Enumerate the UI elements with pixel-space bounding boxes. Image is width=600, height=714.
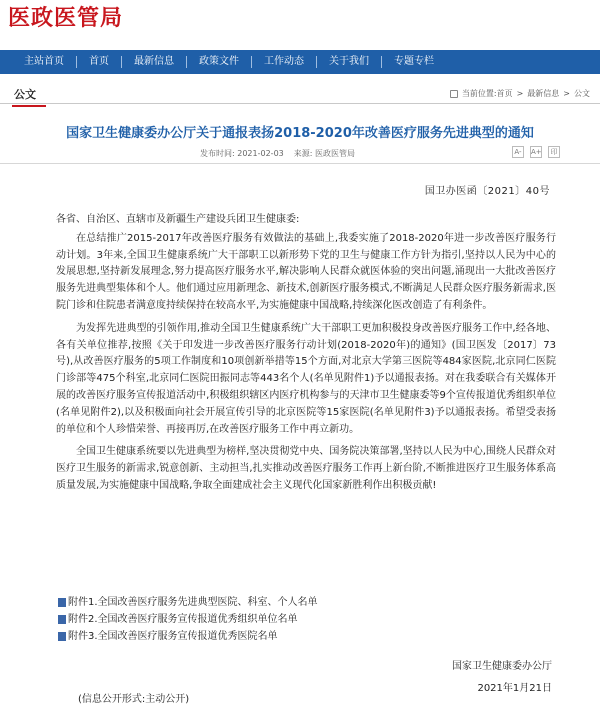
signature-org: 国家卫生健康委办公厅 bbox=[452, 661, 552, 672]
attachment-item[interactable] bbox=[58, 628, 318, 645]
paragraph: 在总结推广2015-2017年改善医疗服务有效做法的基础上,我委实施了2018-2020年进一步改善医疗服务行动计划。3年来,全国卫生健康系统广大干部职工以新形势下党的卫生与健康工作方针为指引,坚持以人民为中心的发展思想,坚持新发展理念,努力提高医疗服务水平,解决影响人民群众就医体验的突出问题,涌现出一大批改善医疗服务先进典型集体和个人。他们通过应用新理念、新技术,创新医疗服务模式,不断满足人民群众医疗服务新需求,医院门诊和住院患者满意度持续保持在较高水平,为实施健康中国战略,持续深化医改创造了有利条件。 bbox=[56, 232, 556, 311]
disclosure-note: (信息公开形式:主动公开) bbox=[78, 694, 190, 705]
article-source: 来源: 医政医管局 bbox=[293, 149, 355, 158]
article-body bbox=[56, 212, 556, 495]
home-icon bbox=[450, 90, 458, 98]
attachment-link[interactable]: 附件1.全国改善医疗服务先进典型医院、科室、个人名单 bbox=[68, 597, 318, 608]
article-title: 国家卫生健康委办公厅关于通报表扬2018-2020年改善医疗服务先进典型的通知 bbox=[66, 126, 534, 141]
signature-date: 2021年1月21日 bbox=[477, 683, 552, 694]
section-tag: 公文 bbox=[14, 88, 36, 101]
paragraph: 为发挥先进典型的引领作用,推动全国卫生健康系统广大干部职工更加积极投身改善医疗服务工作中,经各地、各有关单位推荐,按照《关于印发进一步改善医疗服务行动计划(2018-2020年)的通知》(国卫医发〔2017〕73号),从改善医疗服务的5项工作制度和10项创新举措等15个方面,对北京大学第三医院等484家医院,北京同仁医院门诊部等475个科室,北京同仁医院田振同志等443名个人(名单见附件1)予以通报表扬。对在我委联合有关媒体开展的改善医疗服务宣传报道活动中,积极组织辖区内医疗机构参与的天津市卫生健康委等9个宣传报道优秀组织单位(名单见附件2),以及积极面向社会开展宣传引导的北京医院等15家医院(名单见附件3)予以通报表扬。希望受表扬的单位和个人珍惜荣誉、再接再厉,在改善医疗服务工作中再立新功。 bbox=[56, 322, 556, 435]
section-header bbox=[0, 84, 600, 104]
breadcrumb-latest[interactable]: 最新信息 bbox=[527, 89, 560, 98]
font-decrease-button[interactable]: A- bbox=[512, 146, 524, 158]
nav-item-policy[interactable]: 政策文件 bbox=[199, 56, 239, 67]
signature-block bbox=[452, 656, 552, 700]
attachment-item[interactable] bbox=[58, 611, 318, 628]
salutation: 各省、自治区、直辖市及新疆生产建设兵团卫生健康委: bbox=[56, 214, 300, 225]
article-tools bbox=[512, 146, 560, 158]
nav-item-main-home[interactable]: 主站首页 bbox=[24, 56, 64, 67]
document-icon bbox=[58, 598, 66, 607]
attachment-list bbox=[58, 594, 318, 645]
font-increase-button[interactable]: A+ bbox=[531, 148, 542, 156]
breadcrumb bbox=[450, 88, 590, 99]
breadcrumb-sep: > bbox=[563, 89, 570, 98]
attachment-item[interactable] bbox=[58, 594, 318, 611]
paragraph: 全国卫生健康系统要以先进典型为榜样,坚决贯彻党中央、国务院决策部署,坚持以人民为中心,围绕人民群众对医疗卫生服务的新需求,锐意创新、主动担当,扎实推动改善医疗服务工作再上新台阶,不断推进医疗卫生服务体系高质量发展,为实施健康中国战略,争取全面建成社会主义现代化国家新胜利作出积极贡献! bbox=[56, 446, 556, 491]
breadcrumb-sep: > bbox=[516, 89, 524, 98]
document-icon bbox=[58, 615, 66, 624]
document-icon bbox=[58, 632, 66, 641]
breadcrumb-current: 公文 bbox=[574, 89, 590, 98]
site-logo[interactable]: 医政医管局 bbox=[8, 6, 124, 31]
nav-item-home[interactable]: 首页 bbox=[89, 56, 109, 67]
attachment-link[interactable]: 附件3.全国改善医疗服务宣传报道优秀医院名单 bbox=[68, 631, 278, 642]
attachment-link[interactable]: 附件2.全国改善医疗服务宣传报道优秀组织单位名单 bbox=[68, 614, 298, 625]
print-button[interactable]: 印 bbox=[548, 146, 560, 158]
publish-label: 发布时间: bbox=[200, 149, 235, 158]
breadcrumb-home[interactable]: 当前位置:首页 bbox=[461, 89, 513, 98]
document-number: 国卫办医函〔2021〕40号 bbox=[424, 186, 550, 197]
nav-item-about[interactable]: 关于我们 bbox=[329, 56, 369, 67]
nav-item-work[interactable]: 工作动态 bbox=[264, 56, 304, 67]
nav-item-latest[interactable]: 最新信息 bbox=[134, 56, 174, 67]
article-meta bbox=[0, 142, 600, 164]
main-nav bbox=[0, 50, 600, 74]
nav-item-topics[interactable]: 专题专栏 bbox=[394, 56, 434, 67]
publish-date: 2021-02-03 bbox=[237, 149, 284, 158]
